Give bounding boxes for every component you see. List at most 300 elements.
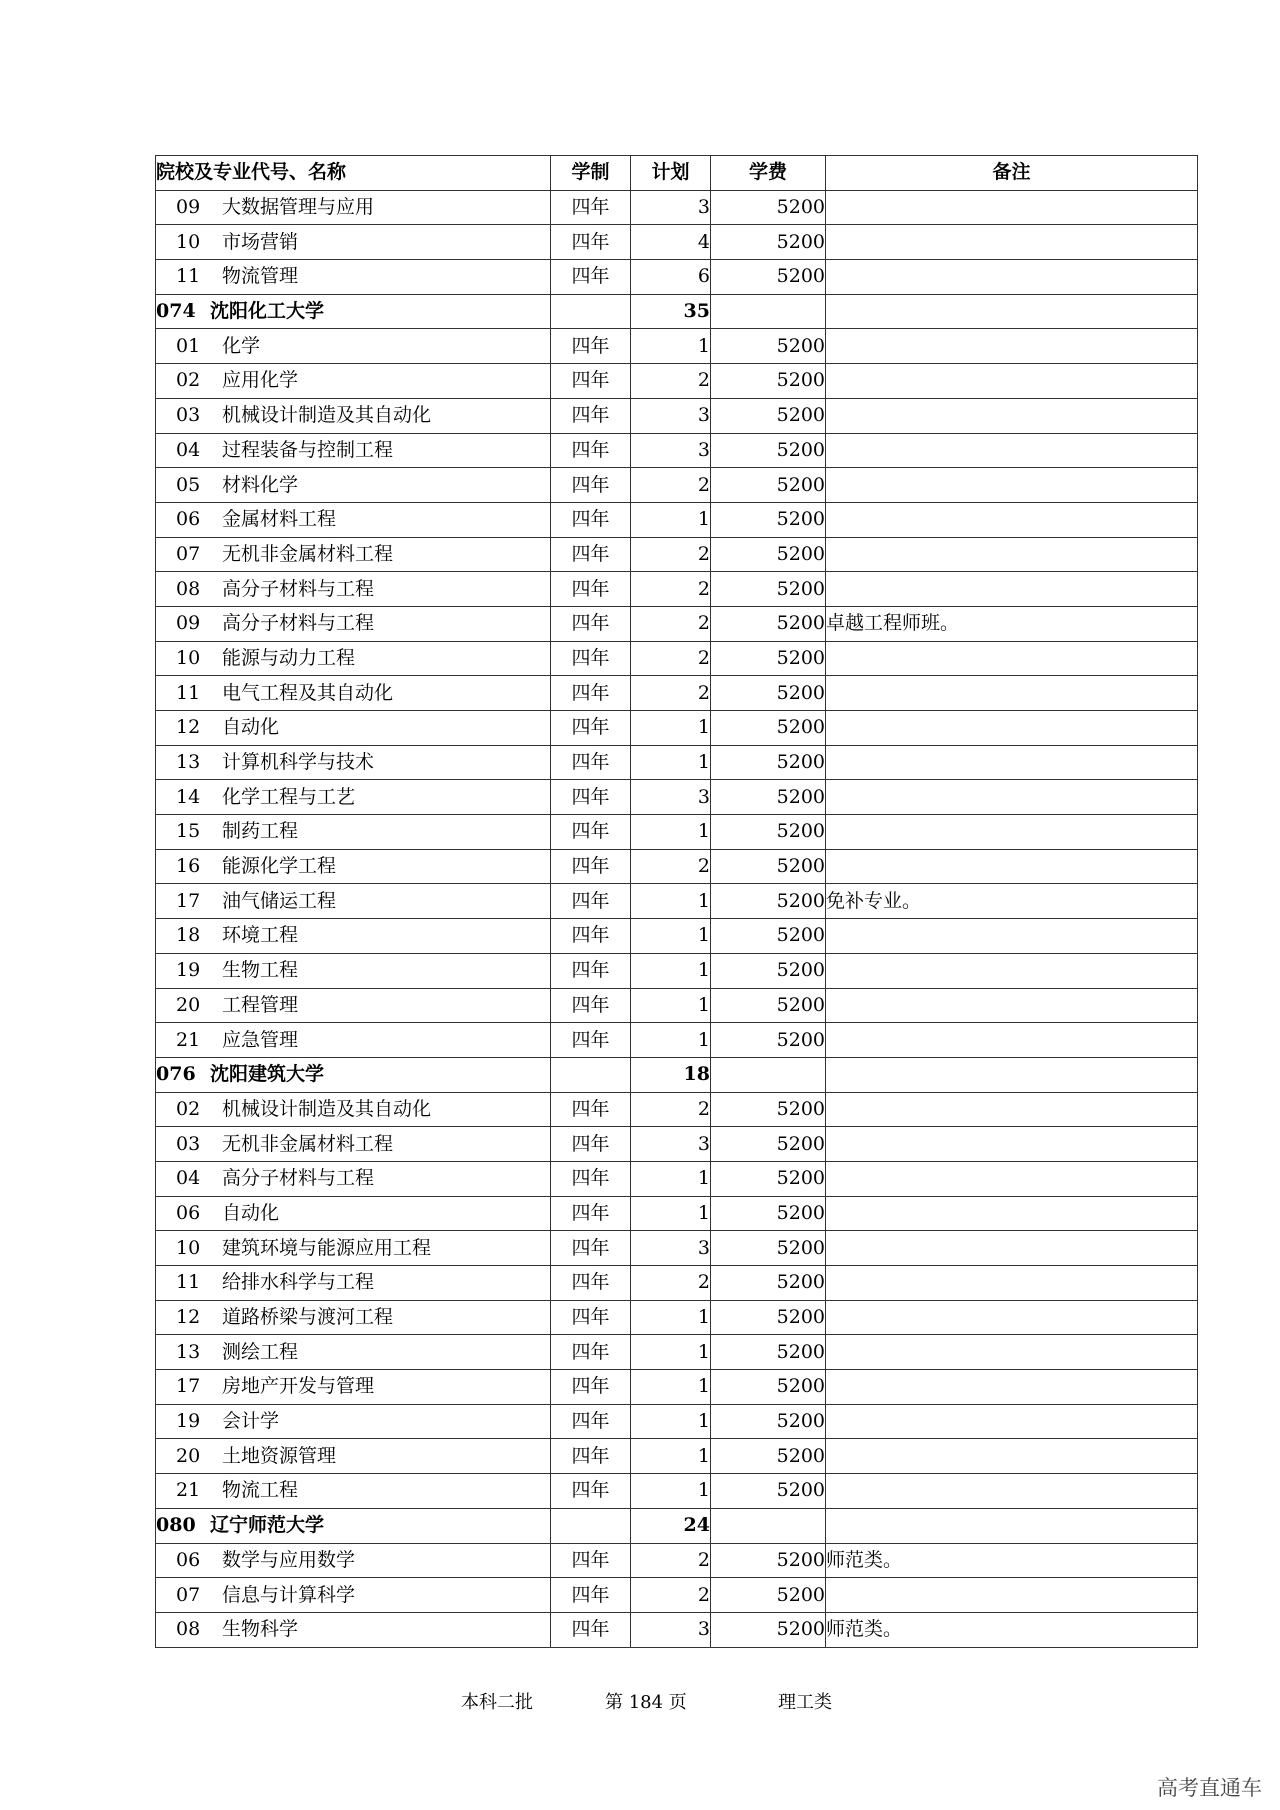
plan-cell: 2 xyxy=(631,676,711,711)
table-row xyxy=(156,1543,1198,1578)
note-cell xyxy=(826,953,1198,988)
page-footer xyxy=(0,1688,1280,1712)
table-row xyxy=(156,953,1198,988)
table-row xyxy=(156,884,1198,919)
fee-cell: 5200 xyxy=(711,190,826,225)
name-cell xyxy=(156,1404,551,1439)
duration-cell: 四年 xyxy=(551,1404,631,1439)
footer-batch: 本科二批 xyxy=(461,1692,533,1713)
plan-cell: 2 xyxy=(631,468,711,503)
duration-cell: 四年 xyxy=(551,1231,631,1266)
code: 10 xyxy=(176,230,201,253)
fee-cell: 5200 xyxy=(711,1092,826,1127)
note-cell xyxy=(826,780,1198,815)
fee-cell: 5200 xyxy=(711,1404,826,1439)
name: 自动化 xyxy=(222,1201,280,1224)
note-cell xyxy=(826,1057,1198,1092)
code: 06 xyxy=(176,508,201,531)
note-cell: 师范类。 xyxy=(826,1543,1198,1578)
plan-cell: 2 xyxy=(631,572,711,607)
fee-cell: 5200 xyxy=(711,329,826,364)
plan-cell: 1 xyxy=(631,1023,711,1058)
code: 08 xyxy=(176,1618,201,1641)
fee-cell: 5200 xyxy=(711,1231,826,1266)
fee-cell: 5200 xyxy=(711,849,826,884)
plan-cell: 35 xyxy=(631,294,711,329)
code: 11 xyxy=(176,265,201,288)
duration-cell: 四年 xyxy=(551,329,631,364)
name: 高分子材料与工程 xyxy=(222,612,375,635)
plan-cell: 1 xyxy=(631,1161,711,1196)
name-cell xyxy=(156,1370,551,1405)
code: 08 xyxy=(176,577,201,600)
code: 14 xyxy=(176,785,201,808)
duration-cell: 四年 xyxy=(551,1543,631,1578)
name: 信息与计算科学 xyxy=(222,1583,356,1606)
duration-cell: 四年 xyxy=(551,1023,631,1058)
note-cell xyxy=(826,1335,1198,1370)
note-cell xyxy=(826,988,1198,1023)
plan-cell: 18 xyxy=(631,1057,711,1092)
note-cell: 卓越工程师班。 xyxy=(826,606,1198,641)
note-cell xyxy=(826,502,1198,537)
note-cell xyxy=(826,329,1198,364)
header-duration: 学制 xyxy=(551,156,631,191)
fee-cell: 5200 xyxy=(711,780,826,815)
code: 16 xyxy=(176,855,201,878)
table-row xyxy=(156,225,1198,260)
duration-cell: 四年 xyxy=(551,745,631,780)
code: 076 xyxy=(156,1063,196,1086)
name-cell xyxy=(156,1335,551,1370)
code: 03 xyxy=(176,1132,201,1155)
duration-cell: 四年 xyxy=(551,502,631,537)
name-cell xyxy=(156,1023,551,1058)
plan-cell: 3 xyxy=(631,1612,711,1647)
note-cell xyxy=(826,225,1198,260)
duration-cell: 四年 xyxy=(551,953,631,988)
code: 06 xyxy=(176,1201,201,1224)
name: 能源化学工程 xyxy=(222,855,337,878)
fee-cell: 5200 xyxy=(711,1439,826,1474)
fee-cell: 5200 xyxy=(711,1578,826,1613)
name-cell xyxy=(156,953,551,988)
code: 15 xyxy=(176,820,201,843)
name-cell xyxy=(156,1127,551,1162)
duration-cell: 四年 xyxy=(551,1300,631,1335)
table-row xyxy=(156,433,1198,468)
name: 生物科学 xyxy=(222,1618,299,1641)
name: 沈阳化工大学 xyxy=(210,300,325,323)
fee-cell: 5200 xyxy=(711,1127,826,1162)
note-cell xyxy=(826,745,1198,780)
name: 材料化学 xyxy=(222,473,299,496)
fee-cell: 5200 xyxy=(711,641,826,676)
plan-cell: 1 xyxy=(631,502,711,537)
name-cell xyxy=(156,364,551,399)
name-cell xyxy=(156,815,551,850)
duration-cell: 四年 xyxy=(551,190,631,225)
footer-page-number: 第 184 页 xyxy=(605,1692,687,1713)
duration-cell: 四年 xyxy=(551,1439,631,1474)
name: 物流管理 xyxy=(222,265,299,288)
table-row xyxy=(156,1092,1198,1127)
plan-cell: 2 xyxy=(631,1543,711,1578)
duration-cell: 四年 xyxy=(551,433,631,468)
table-row xyxy=(156,398,1198,433)
name: 化学 xyxy=(222,334,261,357)
duration-cell xyxy=(551,294,631,329)
name-cell xyxy=(156,1231,551,1266)
table-body xyxy=(156,190,1198,1647)
fee-cell: 5200 xyxy=(711,884,826,919)
name-cell xyxy=(156,260,551,295)
plan-cell: 1 xyxy=(631,988,711,1023)
duration-cell: 四年 xyxy=(551,815,631,850)
name: 高分子材料与工程 xyxy=(222,577,375,600)
note-cell: 免补专业。 xyxy=(826,884,1198,919)
code: 17 xyxy=(176,1375,201,1398)
plan-cell: 1 xyxy=(631,884,711,919)
code: 20 xyxy=(176,993,201,1016)
note-cell: 师范类。 xyxy=(826,1612,1198,1647)
name: 能源与动力工程 xyxy=(222,646,356,669)
name: 物流工程 xyxy=(222,1479,299,1502)
fee-cell xyxy=(711,1057,826,1092)
duration-cell xyxy=(551,1508,631,1543)
table-row xyxy=(156,1300,1198,1335)
plan-cell: 2 xyxy=(631,364,711,399)
note-cell xyxy=(826,711,1198,746)
table-row xyxy=(156,641,1198,676)
table-row xyxy=(156,815,1198,850)
name-cell xyxy=(156,1508,551,1543)
table-row xyxy=(156,502,1198,537)
plan-cell: 1 xyxy=(631,711,711,746)
code: 11 xyxy=(176,681,201,704)
plan-cell: 3 xyxy=(631,1231,711,1266)
name: 应用化学 xyxy=(222,369,299,392)
code: 09 xyxy=(176,196,201,219)
code: 13 xyxy=(176,1340,201,1363)
duration-cell: 四年 xyxy=(551,468,631,503)
name: 土地资源管理 xyxy=(222,1444,337,1467)
fee-cell: 5200 xyxy=(711,1023,826,1058)
name: 给排水科学与工程 xyxy=(222,1271,375,1294)
duration-cell xyxy=(551,1057,631,1092)
name: 自动化 xyxy=(222,716,280,739)
duration-cell: 四年 xyxy=(551,225,631,260)
table-row xyxy=(156,1612,1198,1647)
code: 18 xyxy=(176,924,201,947)
code: 04 xyxy=(176,1167,201,1190)
fee-cell: 5200 xyxy=(711,745,826,780)
fee-cell: 5200 xyxy=(711,537,826,572)
note-cell xyxy=(826,537,1198,572)
fee-cell: 5200 xyxy=(711,1370,826,1405)
header-name: 院校及专业代号、名称 xyxy=(156,156,551,191)
fee-cell: 5200 xyxy=(711,711,826,746)
code: 05 xyxy=(176,473,201,496)
note-cell xyxy=(826,433,1198,468)
name-cell xyxy=(156,1161,551,1196)
fee-cell: 5200 xyxy=(711,1612,826,1647)
note-cell xyxy=(826,1266,1198,1301)
duration-cell: 四年 xyxy=(551,364,631,399)
note-cell xyxy=(826,260,1198,295)
name-cell xyxy=(156,190,551,225)
plan-cell: 24 xyxy=(631,1508,711,1543)
note-cell xyxy=(826,1578,1198,1613)
code: 01 xyxy=(176,334,201,357)
table-row xyxy=(156,1439,1198,1474)
note-cell xyxy=(826,1474,1198,1509)
name: 道路桥梁与渡河工程 xyxy=(222,1306,394,1329)
note-cell xyxy=(826,919,1198,954)
note-cell xyxy=(826,572,1198,607)
name-cell xyxy=(156,572,551,607)
note-cell xyxy=(826,1127,1198,1162)
duration-cell: 四年 xyxy=(551,572,631,607)
plan-cell: 1 xyxy=(631,1474,711,1509)
note-cell xyxy=(826,364,1198,399)
plan-cell: 1 xyxy=(631,1439,711,1474)
plan-cell: 1 xyxy=(631,1404,711,1439)
table-row xyxy=(156,1370,1198,1405)
note-cell xyxy=(826,1092,1198,1127)
table-row xyxy=(156,1231,1198,1266)
duration-cell: 四年 xyxy=(551,676,631,711)
duration-cell: 四年 xyxy=(551,1266,631,1301)
name: 辽宁师范大学 xyxy=(210,1514,325,1537)
duration-cell: 四年 xyxy=(551,849,631,884)
duration-cell: 四年 xyxy=(551,1474,631,1509)
fee-cell: 5200 xyxy=(711,572,826,607)
note-cell xyxy=(826,1161,1198,1196)
name-cell xyxy=(156,780,551,815)
plan-cell: 2 xyxy=(631,1092,711,1127)
plan-cell: 3 xyxy=(631,190,711,225)
fee-cell: 5200 xyxy=(711,1161,826,1196)
name: 计算机科学与技术 xyxy=(222,751,375,774)
fee-cell: 5200 xyxy=(711,1474,826,1509)
name: 大数据管理与应用 xyxy=(222,196,375,219)
code: 21 xyxy=(176,1479,201,1502)
table-row xyxy=(156,988,1198,1023)
name: 市场营销 xyxy=(222,230,299,253)
name-cell xyxy=(156,502,551,537)
plan-cell: 1 xyxy=(631,1370,711,1405)
code: 12 xyxy=(176,716,201,739)
name: 会计学 xyxy=(222,1410,280,1433)
table-row xyxy=(156,780,1198,815)
fee-cell xyxy=(711,294,826,329)
code: 074 xyxy=(156,300,196,323)
name-cell xyxy=(156,849,551,884)
plan-cell: 3 xyxy=(631,780,711,815)
fee-cell: 5200 xyxy=(711,1300,826,1335)
name-cell xyxy=(156,919,551,954)
table-row xyxy=(156,1474,1198,1509)
duration-cell: 四年 xyxy=(551,1161,631,1196)
table-row xyxy=(156,1335,1198,1370)
code: 02 xyxy=(176,369,201,392)
code: 09 xyxy=(176,612,201,635)
fee-cell: 5200 xyxy=(711,433,826,468)
code: 10 xyxy=(176,646,201,669)
name-cell xyxy=(156,745,551,780)
code: 06 xyxy=(176,1548,201,1571)
code: 02 xyxy=(176,1097,201,1120)
fee-cell: 5200 xyxy=(711,364,826,399)
name: 化学工程与工艺 xyxy=(222,785,356,808)
school-row xyxy=(156,1057,1198,1092)
code: 11 xyxy=(176,1271,201,1294)
name-cell xyxy=(156,1196,551,1231)
duration-cell: 四年 xyxy=(551,1092,631,1127)
table-row xyxy=(156,1023,1198,1058)
name-cell xyxy=(156,711,551,746)
plan-cell: 4 xyxy=(631,225,711,260)
name: 无机非金属材料工程 xyxy=(222,542,394,565)
fee-cell: 5200 xyxy=(711,398,826,433)
note-cell xyxy=(826,1300,1198,1335)
name: 机械设计制造及其自动化 xyxy=(222,1097,432,1120)
name: 环境工程 xyxy=(222,924,299,947)
duration-cell: 四年 xyxy=(551,1612,631,1647)
fee-cell: 5200 xyxy=(711,225,826,260)
table-row xyxy=(156,572,1198,607)
plan-cell: 1 xyxy=(631,329,711,364)
name-cell xyxy=(156,433,551,468)
name: 数学与应用数学 xyxy=(222,1548,356,1571)
name: 制药工程 xyxy=(222,820,299,843)
plan-cell: 1 xyxy=(631,1196,711,1231)
table-row xyxy=(156,537,1198,572)
plan-cell: 1 xyxy=(631,745,711,780)
duration-cell: 四年 xyxy=(551,1370,631,1405)
plan-cell: 2 xyxy=(631,537,711,572)
table-row xyxy=(156,711,1198,746)
code: 19 xyxy=(176,959,201,982)
fee-cell: 5200 xyxy=(711,1543,826,1578)
plan-cell: 2 xyxy=(631,641,711,676)
plan-cell: 3 xyxy=(631,398,711,433)
table-row xyxy=(156,1404,1198,1439)
code: 10 xyxy=(176,1236,201,1259)
duration-cell: 四年 xyxy=(551,537,631,572)
fee-cell: 5200 xyxy=(711,468,826,503)
duration-cell: 四年 xyxy=(551,1578,631,1613)
name-cell xyxy=(156,1612,551,1647)
name-cell xyxy=(156,1300,551,1335)
duration-cell: 四年 xyxy=(551,988,631,1023)
duration-cell: 四年 xyxy=(551,919,631,954)
header-note: 备注 xyxy=(826,156,1198,191)
duration-cell: 四年 xyxy=(551,398,631,433)
name-cell xyxy=(156,1266,551,1301)
name-cell xyxy=(156,468,551,503)
note-cell xyxy=(826,676,1198,711)
table-row xyxy=(156,676,1198,711)
table-row xyxy=(156,1266,1198,1301)
code: 07 xyxy=(176,542,201,565)
plan-cell: 2 xyxy=(631,1578,711,1613)
note-cell xyxy=(826,815,1198,850)
plan-cell: 2 xyxy=(631,849,711,884)
name-cell xyxy=(156,1057,551,1092)
duration-cell: 四年 xyxy=(551,606,631,641)
fee-cell: 5200 xyxy=(711,606,826,641)
plan-cell: 1 xyxy=(631,953,711,988)
table-row xyxy=(156,1127,1198,1162)
note-cell xyxy=(826,1439,1198,1474)
note-cell xyxy=(826,641,1198,676)
table-row xyxy=(156,606,1198,641)
name-cell xyxy=(156,1439,551,1474)
fee-cell: 5200 xyxy=(711,1196,826,1231)
code: 03 xyxy=(176,404,201,427)
school-row xyxy=(156,294,1198,329)
name-cell xyxy=(156,294,551,329)
code: 07 xyxy=(176,1583,201,1606)
note-cell xyxy=(826,190,1198,225)
table-row xyxy=(156,1161,1198,1196)
table-row xyxy=(156,260,1198,295)
fee-cell xyxy=(711,1508,826,1543)
fee-cell: 5200 xyxy=(711,676,826,711)
name: 应急管理 xyxy=(222,1028,299,1051)
note-cell xyxy=(826,1370,1198,1405)
name-cell xyxy=(156,606,551,641)
footer-category: 理工类 xyxy=(778,1692,832,1713)
name: 金属材料工程 xyxy=(222,508,337,531)
table-row xyxy=(156,190,1198,225)
name-cell xyxy=(156,225,551,260)
plan-cell: 2 xyxy=(631,606,711,641)
fee-cell: 5200 xyxy=(711,953,826,988)
note-cell xyxy=(826,1404,1198,1439)
enrollment-plan-table xyxy=(155,155,1198,1648)
plan-cell: 3 xyxy=(631,433,711,468)
duration-cell: 四年 xyxy=(551,1335,631,1370)
header-plan: 计划 xyxy=(631,156,711,191)
name: 房地产开发与管理 xyxy=(222,1375,375,1398)
note-cell xyxy=(826,468,1198,503)
table-row xyxy=(156,1578,1198,1613)
note-cell xyxy=(826,1196,1198,1231)
duration-cell: 四年 xyxy=(551,884,631,919)
name-cell xyxy=(156,1543,551,1578)
name-cell xyxy=(156,676,551,711)
name: 油气储运工程 xyxy=(222,889,337,912)
name: 测绘工程 xyxy=(222,1340,299,1363)
note-cell xyxy=(826,294,1198,329)
name-cell xyxy=(156,641,551,676)
note-cell xyxy=(826,1023,1198,1058)
name-cell xyxy=(156,1092,551,1127)
duration-cell: 四年 xyxy=(551,1127,631,1162)
name: 无机非金属材料工程 xyxy=(222,1132,394,1155)
table-row xyxy=(156,364,1198,399)
table-row xyxy=(156,919,1198,954)
code: 04 xyxy=(176,438,201,461)
note-cell xyxy=(826,398,1198,433)
plan-cell: 6 xyxy=(631,260,711,295)
header-fee: 学费 xyxy=(711,156,826,191)
name: 沈阳建筑大学 xyxy=(210,1063,325,1086)
name: 建筑环境与能源应用工程 xyxy=(222,1236,432,1259)
